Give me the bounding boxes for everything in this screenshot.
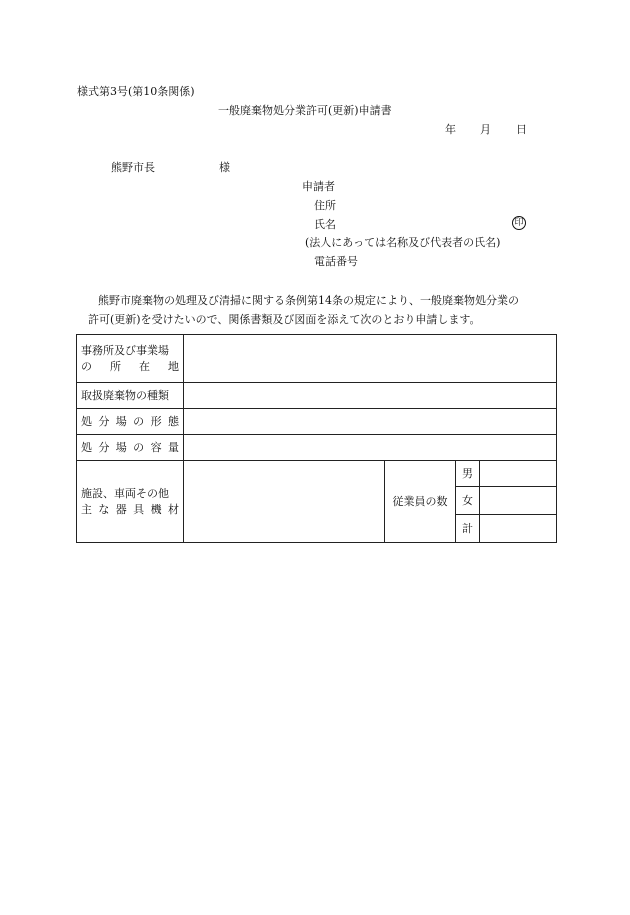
facility-form-label-cell — [77, 409, 184, 435]
table-row-facility-capacity — [77, 435, 557, 461]
facility-capacity-value-cell[interactable] — [184, 435, 557, 461]
applicant-name-label: 氏名 — [314, 218, 336, 231]
male-count-cell[interactable] — [480, 461, 557, 487]
equipment-label-line-2: 主 な 器 具 機 材 — [81, 502, 179, 516]
body-text-line-1: 熊野市廃棄物の処理及び清掃に関する条例第14条の規定により、一般廃棄物処分業の — [98, 294, 519, 307]
total-count-cell[interactable] — [480, 515, 557, 543]
form-number: 様式第3号(第10条関係) — [77, 85, 195, 98]
date-year-label: 年 — [445, 123, 456, 136]
facility-form-value-cell[interactable] — [184, 409, 557, 435]
location-value-cell[interactable] — [184, 335, 557, 383]
addressee-name: 熊野市長 — [111, 161, 155, 174]
location-label-cell — [77, 335, 184, 383]
waste-type-label: 取扱廃棄物の種類 — [77, 383, 184, 409]
equipment-label-cell — [77, 461, 184, 543]
female-label: 女 — [456, 487, 480, 515]
table-row-facility-form — [77, 409, 557, 435]
applicant-phone-label: 電話番号 — [314, 255, 358, 268]
female-count-cell[interactable] — [480, 487, 557, 515]
corporate-note: (法人にあっては名称及び代表者の氏名) — [305, 236, 501, 249]
application-table — [76, 334, 557, 543]
date-day-label: 日 — [516, 123, 527, 136]
facility-capacity-label-cell — [77, 435, 184, 461]
document-title: 一般廃棄物処分業許可(更新)申請書 — [218, 104, 392, 117]
total-label: 計 — [456, 515, 480, 543]
date-month-label: 月 — [480, 123, 491, 136]
applicant-address-label: 住所 — [314, 199, 336, 212]
seal-icon: 印 — [512, 216, 526, 230]
applicant-heading: 申請者 — [302, 180, 335, 193]
location-label-line-1: 事務所及び事業場 — [81, 343, 169, 357]
addressee-honorific: 様 — [219, 161, 230, 174]
table-row-waste-type — [77, 383, 557, 409]
equipment-value-cell[interactable] — [184, 461, 385, 543]
location-label-line-2: の 所 在 地 — [81, 359, 179, 373]
waste-type-value-cell[interactable] — [184, 383, 557, 409]
equipment-label-line-1: 施設、車両その他 — [81, 486, 169, 500]
facility-capacity-label: 処 分 場 の 容 量 — [81, 440, 179, 454]
male-label: 男 — [456, 461, 480, 487]
facility-form-label: 処 分 場 の 形 態 — [81, 414, 179, 428]
table-row-equipment-male — [77, 461, 557, 487]
employees-label: 従業員の数 — [385, 461, 456, 543]
table-row-location — [77, 335, 557, 383]
body-text-line-2: 許可(更新)を受けたいので、関係書類及び図面を添えて次のとおり申請します。 — [88, 313, 481, 326]
